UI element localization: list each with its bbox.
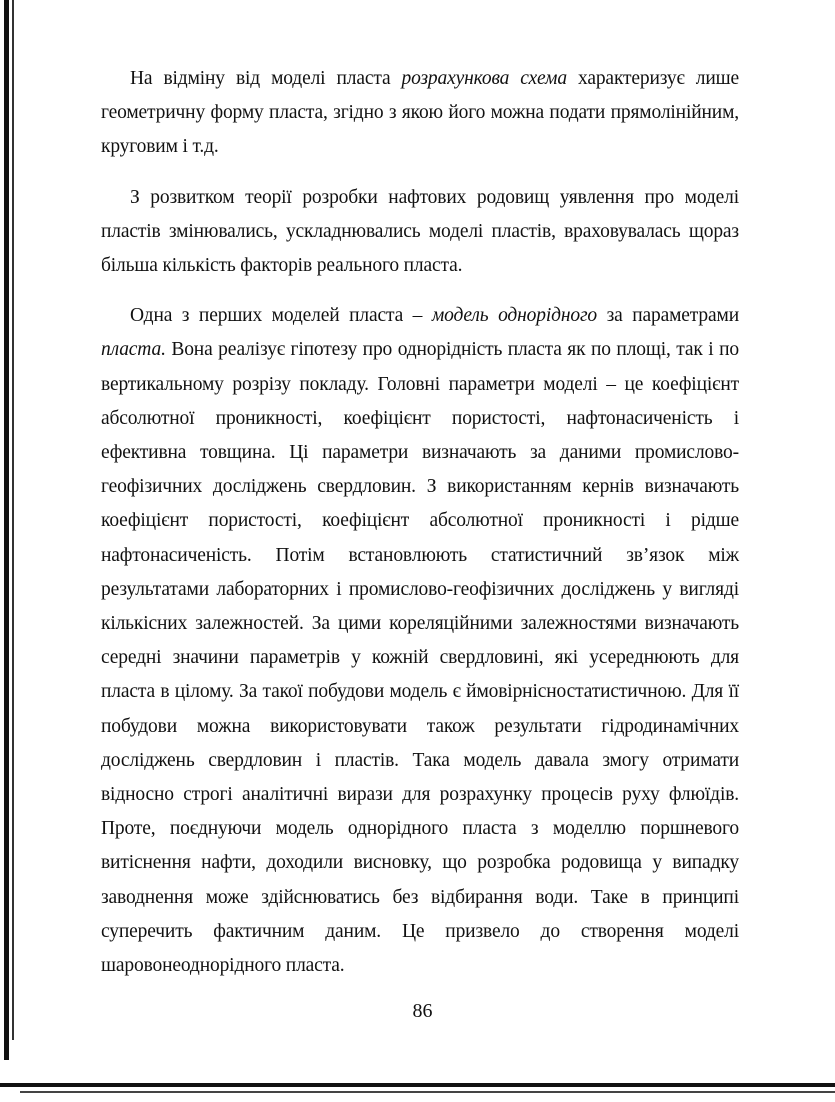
paragraph-2 (101, 181, 739, 284)
page-body (101, 62, 739, 983)
text-segment: характеризує лише геометричну форму пласта, згідно з якою його можна подати прямолінійним, круговим і т.д. (101, 68, 740, 158)
scan-border-bottom (0, 1083, 835, 1087)
scan-border-left-inner (12, 0, 14, 1040)
scan-border-left (4, 0, 9, 1060)
text-segment: З розвитком теорії розробки нафтових родовищ уявлення про моделі пластів змінювались, ускладнювались моделі пластів, враховувалась щораз більша кількість факторів реального пласта. (101, 186, 739, 277)
italic-term-computational-scheme: розрахункова схема (401, 68, 567, 89)
paragraph-1 (101, 62, 739, 165)
text-segment: за параметрами (597, 305, 739, 327)
scan-border-bottom-inner (20, 1091, 835, 1093)
text-segment: Вона реалізує гіпотезу про однорідність пласта як по площі, так і по вертикальному розрізу покладу. Головні параметри моделі – це коефіцієнт абсолютної проникності, коефіцієнт пористості, нафтонасиченість і ефективна товщина. Ці параметри визначають за даними промислово-геофізичних досліджень свердловин. З використанням кернів визначають коефіцієнт пористості, коефіцієнт абсолютної проникності і рідше нафтонасиченість. Потім встановлюють статистичний зв’язок між результатами лабораторних і промислово-геофізичних досліджень у вигляді кількісних залежностей. За цими кореляційними залежностями визначають середні значини параметрів у кожній свердловині, які усереднюють для пласта в цілому. За такої побудови модель є ймовірнісностатистичною. Для її побудови можна використовувати також результати гідродинамічних досліджень свердловин і пластів. Така модель давала змогу отримати відносно строгі аналітичні вирази для розрахунку процесів руху флюїдів. Проте, поєднуючи модель однорідного пласта з моделлю поршневого витіснення нафти, доходили висновку, що розробка родовища у випадку заводнення може здійснюватись без відбирання води. Таке в принципі суперечить фактичним даним. Це призвело до створення моделі шаровонеоднорідного пласта. (101, 339, 739, 977)
text-segment: Одна з перших моделей пласта – (130, 305, 432, 327)
italic-term-homogeneous-model: модель однорідного (431, 305, 598, 327)
paragraph-3 (101, 299, 739, 983)
italic-term-reservoir: пласта. (101, 339, 166, 361)
page-number: 86 (412, 1000, 433, 1022)
text-segment: На відміну від моделі пласта (130, 68, 402, 89)
